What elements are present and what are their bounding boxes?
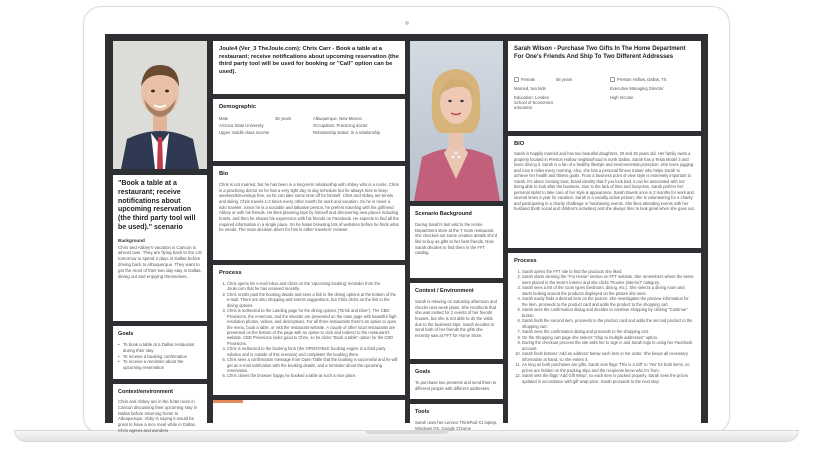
user-icon [514, 77, 519, 82]
demographic-gender [514, 77, 554, 82]
list-item: 10. Sarah finds buttons 'Add an address' below each item in her order. She keeps all necessary information at hand, so she enters it. [522, 351, 695, 362]
persona1-background-label: Background [118, 237, 145, 243]
persona2-demographic-grid [514, 77, 695, 110]
persona1-context-heading: Context/environment [118, 389, 174, 395]
demographic-location-label: Preston Hollow, Dallas, TX [617, 77, 667, 82]
persona1-context-card [113, 384, 207, 433]
persona2-scenario-text: During Sarah's last visit to the Home Department store at the T room restaurant, she checked out some creative details she'd like to buy as gifts to her best friends. Now Sarah decides to find them in the FFT catalog. [415, 222, 498, 256]
persona2-tools-text: Sarah uses her Lenovo ThinkPad X1 laptop, Windows OS, Google Chrome [415, 420, 498, 431]
list-item: 9. During the checkout process the site asks her to sign in and Sarah logs in using her Facebook account. [522, 340, 695, 351]
persona2-goals-text: To purchase two presents and send them to different people with different addresses. [415, 380, 497, 391]
list-item: 4. Chris is redirected to the booking form (the OPENTABLE booking engine is a third party solution and is outside of this scenario) and completes the booking there. [227, 346, 399, 357]
persona2-context-text: Sarah is relaxing on Saturday afternoon and checks next week plans. She recollects that she was invited for 2 events of her friends houses, but she is not able to do the visits due to the business trips. Sarah decides to send both of her friends the gifts she recently saw at FFT for Home Store. [415, 299, 497, 339]
list-item: 11. As long as both purchases are gifts, Sarah sets flags 'This is a Gift' to 'Yes' for both items, so prices are hidden on the packing slips and the recipients know who it's from. [522, 362, 695, 373]
persona2-process-list [514, 269, 695, 384]
demographic-relationship: Relationship status: In a relationship [313, 130, 381, 135]
demographic-location: Albuquerque, New Mexico [313, 116, 362, 121]
list-item: 3. Chris is redirected to the Landing page for the dining options ("Drink and Dine"). The CBD Provisions, the American, and the Wooder are presented on the main page with beautiful high resolution photos, videos, and descriptions. For all three restaurants there's an option to open the menu, book a table, or visit the restaurant website. A couple of other local restaurants are presented on the bottom of the page with an option to click and redirect to the restaurant's website. CBD Provisions looks good to Chris, so he clicks "Book a table" option for the CBD Provisions. [227, 308, 399, 346]
persona2-bio-card [508, 136, 701, 248]
persona1-title: Joule4 (Ver_3 TheJoule.com): Chris Carr - Book a table at a restaurant; receive notifications about upcoming reservation (the third party tool will be used for booking or "Call" option can be used). [219, 46, 399, 75]
persona2-title: Sarah Wilson - Purchase Two Gifts In The Home Department For One's Friends And Ship To Two Different Addresses [514, 46, 686, 60]
persona2-goals-heading: Goals [415, 369, 431, 375]
persona2-scenario-card [410, 206, 503, 278]
persona1-quote-card [113, 175, 207, 321]
demographic-gender-label: Female [521, 77, 535, 82]
demographic-family: Married, two kids [514, 86, 546, 92]
demographic-gender: Male [219, 116, 229, 121]
persona1-process-card [213, 265, 405, 395]
persona1-next-card [213, 400, 405, 430]
persona2-photo [410, 41, 503, 201]
list-item: 8. On the Shopping cart page she selects "Ship to multiple addresses" option. [522, 335, 695, 340]
demographic-income: High Income [610, 95, 634, 101]
demographic-education: Education: London School of Economics education [514, 95, 554, 111]
demographic-empty [275, 130, 311, 135]
demographic-income: Upper middle class income [219, 130, 270, 135]
persona1-bio-card [213, 166, 405, 260]
persona2-process-card [508, 253, 701, 429]
demographic-occupation: Occupation: Practicing doctor [313, 123, 368, 128]
list-item: • To receive a booking confirmation [118, 354, 202, 360]
persona1-demographic-grid [219, 116, 399, 135]
persona2-bio-text: Sarah is happily married and has two beautiful daughters, 20 and 25 years old. Her family owns a property located in Preston Hollow neighborhood in north Dallas. Sarah has a Tesla Model 3 and loves driving it. Sarah is a fan of a healthy lifestyle and environmental protection. She loves jogging and runs 5 miles every morning. Also, she has a personal fitness trainer who helps Sarah to achieve her health and fitness goals. From a business point of view style is extremely important to Sarah. It's about creating trust, brand identity that if you look bad, it can be associated with not being able to look after the business. Due to the lack of time and busyness, Sarah prefers her personal stylist to take care of her style & appearance. Sarah travels once in 2 months for work and several times a year for vacation. Sarah is a socially active person; she is volunteering for a charity and participating in a charity challenge or fundraising events. She likes attending events with her husband (both social and children's activities) and she always tries to look great when she goes out. [514, 151, 695, 212]
demographic-occupation: Executive Managing Director [610, 86, 664, 92]
list-item: 6. Chris closes the browser happy he booked a table at such a nice place. [227, 373, 399, 378]
persona2-tools-heading: Tools [415, 409, 430, 415]
accent-bar [213, 400, 243, 403]
demographic-location [610, 77, 695, 82]
persona2-demographic-card [508, 71, 701, 131]
persona1-bio-text: Chris is not married, but he has been in a long-term relationship with Abbey who is a nurse. Chris is a practicing doctor so he has a very tight day to day schedule but he always tries to keep weekends/evenings free, so he can take some time off for himself. Chris and Abbey are tennis and skiing. Chris travels 1-2 times every other month for work and vacation. So he is never a solo traveler. Since he is a sociable and talkative person, he prefers traveling with his girlfriend Abbey or with his friends. He likes planning trips by himself and discovering new places including hotels, and then he shares his experience with his friends on Facebook. He expects to find all the required information in a single place. So he hates browsing lots of websites before he finds what he needs. The main decision driver for him is either travelers' reviews. [219, 182, 399, 233]
list-item: 12. Sarah sets the flags 'Add Gift Wrap', so each item is packed properly. Sarah sees the prices updated in accordance with gift wrap price. Sarah proceeds to the next step. [522, 373, 695, 384]
camera-dot [405, 21, 409, 25]
persona2-scenario-heading: Scenario Background [415, 211, 472, 217]
demographic-age: 36 years [275, 116, 292, 121]
persona1-goals-heading: Goals [118, 331, 134, 337]
list-item: 5. Sarah sees the confirmation dialog and decides to continue shopping by clicking "Continue" button. [522, 307, 695, 318]
persona1-demographic-heading: Demographic [219, 104, 257, 110]
list-item: 2. Sarah starts clearing the "For Home" section on FFT website. She remembers where the items were placed in the store's interior and she clicks "Rooms (interior)" category. [522, 274, 695, 285]
persona2-process-heading: Process [514, 258, 537, 264]
demographic-education: Arizona State University [219, 123, 264, 128]
persona1-goals-list [118, 342, 202, 371]
demographic-age: 56 years [556, 77, 573, 82]
list-item: 1. Sarah opens the FFT site to find the products she liked. [522, 269, 695, 274]
list-item: 1. Chris opens his e-mail inbox and clicks on the 'Upcoming booking' reminder from the Joule.com that he has received recently. [227, 281, 399, 292]
location-icon [610, 77, 615, 82]
list-item: 5. Chris sees a confirmation message from Open Table that the booking is successful and he will get an e-mail notification with the booking details, and a reminder about the upcoming reservation. [227, 357, 399, 373]
persona2-context-card [410, 283, 503, 359]
persona1-goals-card [113, 326, 207, 379]
list-item: 2. Chris scrolls past the booking details and sees a link to the dining options at the bottom of the e-mail. There are also shopping and events suggestions, but Chris clicks on the link to the dining options. [227, 292, 399, 308]
persona1-background-text: Chris and Abbey's vacation is Cancun is almost over. They are flying back to the US tomorrow to spend 2 days in Dallas before driving back to Albuquerque. They want to get the most of their two day stay in Dallas, dining out and enjoying themselves. [118, 244, 202, 280]
persona1-process-list [219, 281, 399, 379]
list-item: • To receive a reminder about the upcoming reservation [118, 359, 202, 371]
list-item: 7. Sarah sees the confirmation dialog and proceeds to the shopping cart. [522, 329, 695, 334]
list-item: 3. Sarah sees a list of the room types (bedroom, dining, etc.). She selects a dining room and starts looking around the products displayed on the picture she sees. [522, 285, 695, 296]
list-item: • To book a table at a Dallas restaurant during their stay [118, 342, 202, 354]
persona-board-screen [105, 34, 708, 433]
persona2-tools-card [410, 404, 503, 429]
persona2-goals-card [410, 364, 503, 399]
list-item: 4. Sarah easily finds a desired item on the picture. She investigates the preview information for the item, proceeds to the product card and adds the product to the shopping cart. [522, 296, 695, 307]
persona1-quote: "Book a table at a restaurant; receive notifications about upcoming reservation (the third party tool will be used)." scenario [118, 180, 196, 231]
persona1-title-card [213, 41, 405, 94]
persona1-demographic-card [213, 99, 405, 161]
persona1-process-heading: Process [219, 270, 242, 276]
persona1-bio-heading: Bio [219, 171, 229, 177]
demographic-empty [275, 123, 311, 128]
persona1-photo [113, 41, 207, 169]
persona2-bio-heading: BIO [514, 141, 525, 147]
list-item: 6. Sarah finds the second item, proceeds to the product card and adds the second product to the shopping cart. [522, 318, 695, 329]
demographic-empty [556, 95, 608, 110]
persona1-context-text: Chris and Abbey are in the hotel room in Cancun discussing their upcoming stay in Dallas before returning home to Albuquerque. Abby is saying it would be great to have a nice meal while in Dallas. Chris agrees and wonders [118, 399, 198, 433]
demographic-empty [556, 86, 608, 91]
persona2-context-heading: Context / Environment [415, 288, 474, 294]
